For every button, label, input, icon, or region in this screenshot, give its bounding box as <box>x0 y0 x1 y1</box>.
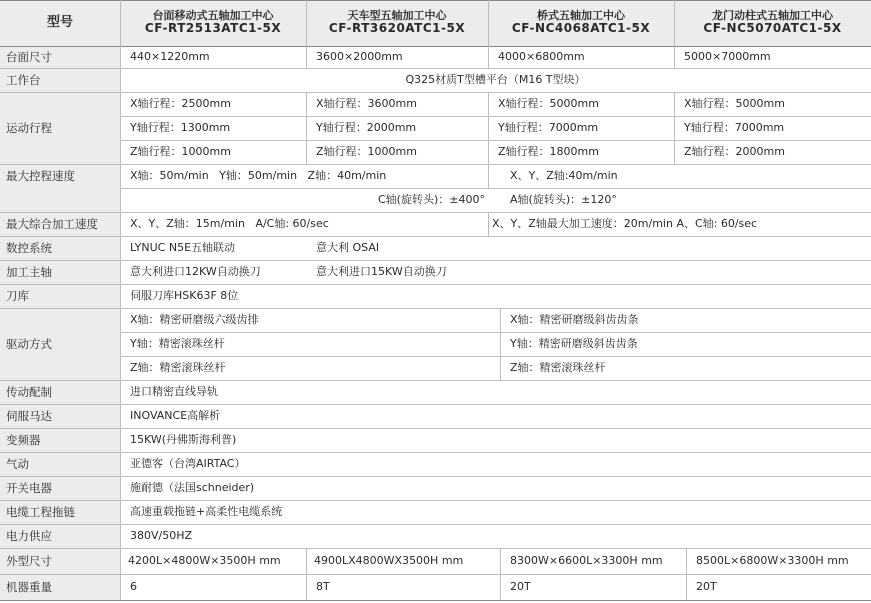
rule <box>306 548 307 600</box>
label-transmission: 传动配制 <box>0 380 120 404</box>
rule <box>120 188 871 189</box>
rule <box>120 0 121 600</box>
rule <box>488 212 489 236</box>
label-pneumatic: 气动 <box>0 452 120 476</box>
inverter-value: 15KW(丹佛斯海利普) <box>130 432 237 446</box>
label-inverter: 变频器 <box>0 428 120 452</box>
label-dimensions: 外型尺寸 <box>0 548 120 574</box>
header-model-4 <box>674 0 871 46</box>
rule <box>0 92 871 93</box>
tool-magazine-value: 伺服刀库HSK63F 8位 <box>130 288 239 302</box>
label-worktable: 工作台 <box>0 68 120 92</box>
rule <box>120 140 871 141</box>
rule <box>120 356 871 357</box>
label-tool-magazine: 刀库 <box>0 284 120 308</box>
header-model-1 <box>120 0 306 46</box>
label-cable-chain: 电缆工程拖链 <box>0 500 120 524</box>
label-max-speed: 最大控程速度 <box>0 164 120 212</box>
label-switchgear: 开关电器 <box>0 476 120 500</box>
rule <box>0 500 871 501</box>
rule <box>0 380 871 381</box>
model-4-name: 龙门动柱式五轴加工中心 <box>712 9 833 23</box>
model-4-code: CF-NC5070ATC1-5X <box>703 21 842 36</box>
label-travel: 运动行程 <box>0 92 120 164</box>
worktable-value: Q325材质T型槽平台（M16 T型块） <box>405 72 586 86</box>
model-1-code: CF-RT2513ATC1-5X <box>144 21 282 36</box>
rule <box>488 0 489 68</box>
drive-left-x: X轴：精密研磨级六级齿排 <box>130 312 259 326</box>
header-model-2 <box>306 0 488 46</box>
servo-value: INOVANCE高解析 <box>130 408 221 422</box>
header-model-3 <box>488 0 674 46</box>
model-1-name: 台面移动式五轴加工中心 <box>152 9 274 23</box>
rule <box>0 284 871 285</box>
spindle-value-1: 意大利进口12KW自动换刀 <box>130 264 261 278</box>
label-weight: 机器重量 <box>0 574 120 600</box>
travel-x-1: X轴行程：2500mm <box>130 96 231 110</box>
rule <box>0 236 871 237</box>
model-3-code: CF-NC4068ATC1-5X <box>511 21 651 36</box>
travel-y-1: Y轴行程：1300mm <box>130 120 231 134</box>
dimensions-3: 8300W×6600L×3300H mm <box>510 553 663 567</box>
rule <box>0 600 871 601</box>
travel-x-2: X轴行程：3600mm <box>316 96 417 110</box>
rule <box>120 116 871 117</box>
drive-right-z: Z轴：精密滚珠丝杆 <box>510 360 606 374</box>
label-table-size: 台面尺寸 <box>0 46 120 68</box>
max-speed-c-axis: C轴(旋转头)：±400° <box>378 192 485 206</box>
max-feed-right: X、Y、Z轴最大加工速度：20m/min A、C轴: 60/sec <box>492 216 758 230</box>
model-3-name: 桥式五轴加工中心 <box>537 9 625 23</box>
rule <box>0 428 871 429</box>
rule <box>0 46 871 47</box>
max-speed-left: X轴：50m/min Y轴：50m/min Z轴：40m/min <box>130 168 387 182</box>
label-power: 电力供应 <box>0 524 120 548</box>
max-feed-left: X、Y、Z轴：15m/min A/C轴: 60/sec <box>130 216 329 230</box>
power-value: 380V/50HZ <box>130 528 193 542</box>
rule <box>0 68 871 69</box>
rule <box>0 260 871 261</box>
rule <box>0 524 871 525</box>
switchgear-value: 施耐德（法国schneider) <box>130 480 255 494</box>
travel-z-4: Z轴行程：2000mm <box>684 144 785 158</box>
rule <box>0 212 871 213</box>
weight-1: 6 <box>130 579 137 593</box>
header-model-text: 型号 <box>46 14 73 30</box>
pneumatic-value: 亚德客（台湾AIRTAC） <box>130 456 246 470</box>
label-spindle: 加工主轴 <box>0 260 120 284</box>
drive-right-y: Y轴：精密研磨级斜齿齿条 <box>510 336 638 350</box>
cable-chain-value: 高速重载拖链+高柔性电缆系统 <box>130 504 283 518</box>
rule <box>686 548 687 600</box>
table-size-1: 440×1220mm <box>130 49 210 63</box>
rule <box>0 548 871 549</box>
travel-y-4: Y轴行程：7000mm <box>684 120 785 134</box>
drive-left-y: Y轴：精密滚珠丝杆 <box>130 336 225 350</box>
travel-z-3: Z轴行程：1800mm <box>498 144 599 158</box>
drive-right-x: X轴：精密研磨级斜齿齿条 <box>510 312 639 326</box>
transmission-value: 进口精密直线导轨 <box>130 384 218 398</box>
rule <box>306 92 307 164</box>
weight-2: 8T <box>316 579 330 593</box>
model-2-name: 天车型五轴加工中心 <box>347 9 447 23</box>
weight-3: 20T <box>510 579 531 593</box>
spindle-value-2: 意大利进口15KW自动换刀 <box>316 264 447 278</box>
dimensions-2: 4900LX4800WX3500H mm <box>314 553 464 567</box>
label-cnc: 数控系统 <box>0 236 120 260</box>
rule <box>0 476 871 477</box>
label-servo: 伺服马达 <box>0 404 120 428</box>
rule <box>0 308 871 309</box>
drive-left-z: Z轴：精密滚珠丝杆 <box>130 360 226 374</box>
rule <box>674 0 675 68</box>
rule <box>120 332 871 333</box>
dimensions-4: 8500L×6800W×3300H mm <box>696 553 849 567</box>
rule <box>500 548 501 600</box>
cnc-value-2: 意大利 OSAI <box>316 240 380 254</box>
rule <box>306 0 307 68</box>
table-size-4: 5000×7000mm <box>684 49 771 63</box>
rule <box>488 92 489 188</box>
label-drive: 驱动方式 <box>0 308 120 380</box>
header-model-label <box>0 0 120 46</box>
max-speed-a-axis: A轴(旋转头)：±120° <box>510 192 617 206</box>
travel-y-2: Y轴行程：2000mm <box>316 120 417 134</box>
weight-4: 20T <box>696 579 717 593</box>
travel-z-1: Z轴行程：1000mm <box>130 144 231 158</box>
travel-y-3: Y轴行程：7000mm <box>498 120 599 134</box>
travel-x-4: X轴行程：5000mm <box>684 96 785 110</box>
rule <box>500 308 501 380</box>
rule <box>0 404 871 405</box>
rule <box>0 452 871 453</box>
rule <box>0 574 871 575</box>
rule <box>0 164 871 165</box>
rule <box>0 0 871 1</box>
rule <box>674 92 675 164</box>
cnc-value-1: LYNUC N5E五轴联动 <box>130 240 236 254</box>
model-2-code: CF-RT3620ATC1-5X <box>328 21 466 36</box>
max-speed-right: X、Y、Z轴:40m/min <box>510 168 618 182</box>
travel-x-3: X轴行程：5000mm <box>498 96 599 110</box>
table-size-2: 3600×2000mm <box>316 49 403 63</box>
travel-z-2: Z轴行程：1000mm <box>316 144 417 158</box>
label-max-feed: 最大综合加工速度 <box>0 212 120 236</box>
table-size-3: 4000×6800mm <box>498 49 585 63</box>
dimensions-1: 4200L×4800W×3500H mm <box>128 553 281 567</box>
